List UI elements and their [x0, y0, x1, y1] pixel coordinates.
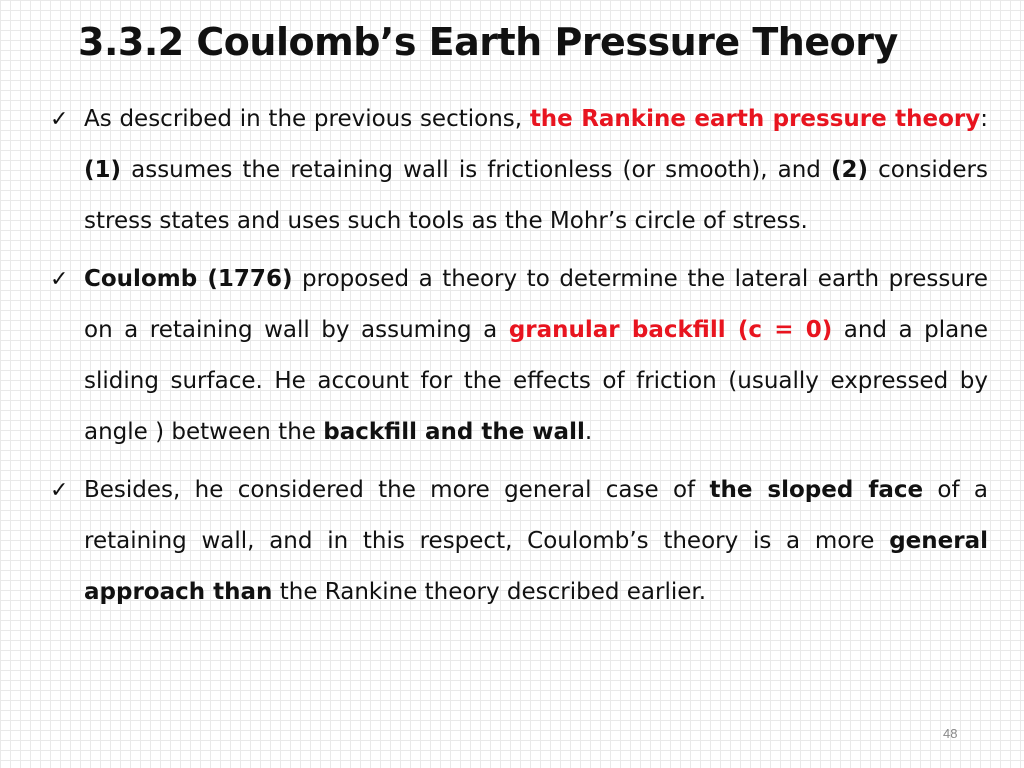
- text-run: Besides, he considered the more general case of: [84, 477, 710, 503]
- bold-text: (2): [831, 157, 869, 183]
- text-run: .: [584, 419, 593, 445]
- bold-text: general approach than: [84, 528, 988, 605]
- check-icon: ✓: [50, 478, 69, 503]
- highlight-text: granular backfill (c = 0): [508, 317, 833, 343]
- text-run: the Rankine theory described earlier.: [272, 579, 707, 605]
- bullet-item: [44, 254, 988, 458]
- text-run: and a plane sliding surface. He account for the effects of friction (usually expressed by angle ) between the: [84, 317, 988, 445]
- bullet-item: [44, 94, 988, 247]
- bullet-text: [84, 94, 988, 247]
- bullet-text: [84, 254, 988, 458]
- slide-title: 3.3.2 Coulomb’s Earth Pressure Theory: [78, 20, 898, 64]
- text-run: of a retaining wall, and in this respect, Coulomb’s theory is a more: [84, 477, 988, 554]
- slide-number: 48: [943, 726, 958, 741]
- bold-text: the sloped face: [709, 477, 924, 503]
- bold-text: backfill and the wall: [323, 419, 585, 445]
- text-run: proposed a theory to determine the lateral earth pressure on a retaining wall by assuming a: [84, 266, 989, 343]
- bullet-item: [44, 465, 988, 618]
- bold-text: (1): [84, 157, 122, 183]
- text-run: assumes the retaining wall is frictionless (or smooth), and: [121, 157, 832, 183]
- check-icon: ✓: [50, 267, 69, 292]
- highlight-text: the Rankine earth pressure theory: [529, 106, 981, 132]
- text-run: :: [980, 106, 988, 132]
- bold-text: Coulomb (1776): [84, 266, 293, 292]
- text-run: considers stress states and uses such tools as the Mohr’s circle of stress.: [84, 157, 988, 234]
- check-icon: ✓: [50, 107, 69, 132]
- bullet-text: [84, 465, 988, 618]
- text-run: As described in the previous sections,: [84, 106, 530, 132]
- bullet-list: [44, 94, 988, 625]
